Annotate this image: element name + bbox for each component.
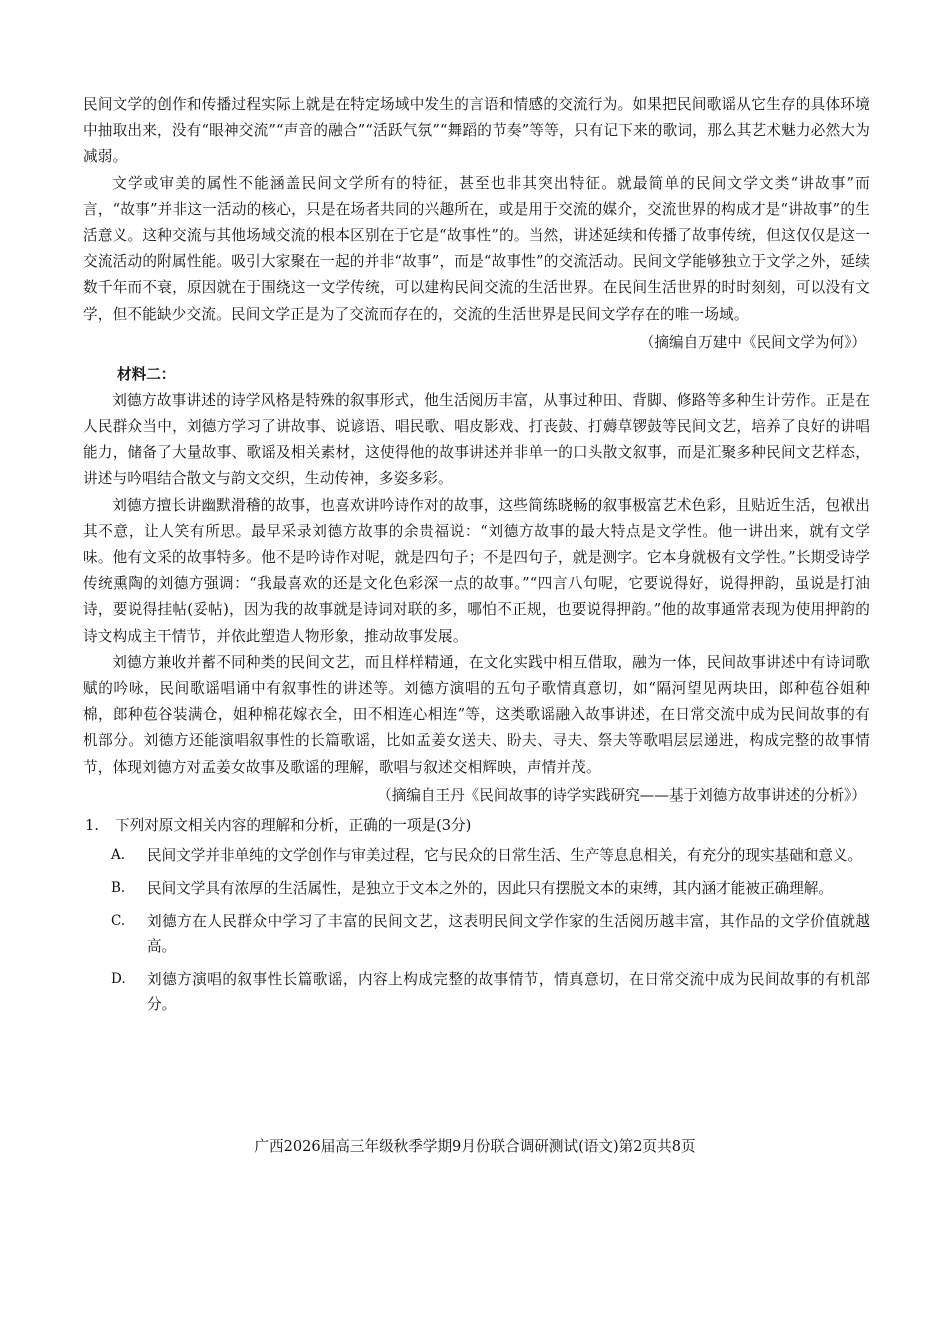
material-one	[83, 92, 870, 356]
material-two-heading: 材料二：	[117, 365, 176, 383]
option-b-label: B.	[111, 879, 126, 896]
material-one-source: （摘编自万建中《民间文学为何》）	[639, 333, 866, 351]
question-1	[83, 813, 870, 1017]
material-one-paragraph-1: 民间文学的创作和传播过程实际上就是在特定场域中发生的言语和情感的交流行为。如果把民间歌谣从它生存的具体环境中抽取出来，没有“眼神交流”“声音的融合”“活跃气氛”“舞蹈的节奏”等等，只有记下来的歌词，那么其艺术魅力必然大为减弱。	[83, 96, 870, 166]
material-two-paragraph-3: 刘德方兼收并蓄不同种类的民间文艺，而且样样精通，在文化实践中相互借取，融为一体，民间故事讲述中有诗词歌赋的吟咏，民间歌谣唱诵中有叙事性的讲述等。刘德方演唱的五句子歌情真意切，如“隔河望见两块田，郎种苞谷姐种棉，郎种苞谷装满仓，姐种棉花嫁衣全，田不相连心相连”等，这类歌谣融入故事讲述，在日常交流中成为民间故事的有机部分。刘德方还能演唱叙事性的长篇歌谣，比如孟姜女送夫、盼夫、寻夫、祭夫等歌唱层层递进，构成完整的故事情节，体现刘德方对孟姜女故事及歌谣的理解，歌唱与叙述交相辉映，声情并茂。	[83, 653, 870, 776]
option-d	[109, 967, 870, 1017]
option-b-text: 民间文学具有浓厚的生活属性，是独立于文本之外的，因此只有摆脱文本的束缚，其内涵才能被正确理解。	[147, 879, 833, 897]
option-d-text: 刘德方演唱的叙事性长篇歌谣，内容上构成完整的故事情节，情真意切，在日常交流中成为民间故事的有机部分。	[147, 970, 870, 1013]
option-a-label: A.	[111, 846, 126, 863]
option-c-text: 刘德方在人民群众中学习了丰富的民间文艺，这表明民间文学作家的生活阅历越丰富，其作品的文学价值就越高。	[147, 912, 870, 955]
material-one-paragraph-2: 文学或审美的属性不能涵盖民间文学所有的特征，甚至也非其突出特征。就最简单的民间文学文类“讲故事”而言，“故事”并非这一活动的核心，只是在场者共同的兴趣所在，或是用于交流的媒介，交流世界的构成才是“讲故事”的生活意义。这种交流与其他场域交流的根本区别在于它是“故事性”的。当然，讲述延续和传播了故事传统，但这仅仅是这一交流活动的附属性能。吸引大家聚在一起的并非“故事”，而是“故事性”的交流活动。民间文学能够独立于文学之外，延续数千年而不衰，原因就在于围绕这一文学传统，可以建构民间交流的生活世界。在民间生活世界的时时刻刻，可以没有文学，但不能缺少交流。民间文学正是为了交流而存在的，交流的生活世界是民间文学存在的唯一场域。	[83, 174, 870, 323]
question-options	[109, 843, 870, 1017]
material-two-source: （摘编自王丹《民间故事的诗学实践研究——基于刘德方故事讲述的分析》）	[377, 786, 866, 804]
material-two-paragraph-1: 刘德方故事讲述的诗学风格是特殊的叙事形式，他生活阅历丰富，从事过种田、背脚、修路等多种生计劳作。正是在人民群众当中，刘德方学习了讲故事、说谚语、唱民歌、唱皮影戏、打丧鼓、打薅草锣鼓等民间文艺，培养了良好的讲唱能力，储备了大量故事、歌谣及相关素材，这使得他的故事讲述并非单一的口头散文叙事，而是汇聚多种民间文艺样态，讲述与吟唱结合散文与韵文交织，生动传神，多姿多彩。	[83, 391, 870, 488]
question-number: 1.	[85, 816, 99, 834]
option-b	[109, 876, 870, 901]
question-stem	[83, 813, 870, 839]
material-two-paragraph-2: 刘德方擅长讲幽默滑稽的故事，也喜欢讲吟诗作对的故事，这些简练晓畅的叙事极富艺术色彩，且贴近生活，包袱出其不意，让人笑有所思。最早采录刘德方故事的余贵福说：“刘德方故事的最大特点是文学性。他一讲出来，就有文学味。他有文采的故事特多。他不是吟诗作对呢，就是四句子；不是四句子，就是测字。它本身就极有文学性。”长期受诗学传统熏陶的刘德方强调：“我最喜欢的还是文化色彩深一点的故事。”“四言八句呢，它要说得好，说得押韵，虽说是打油诗，要说得挂帖(妥帖)，因为我的故事就是诗词对联的多，哪怕不正规，也要说得押韵。”他的故事通常表现为使用押韵的诗文构成主干情节，并依此塑造人物形象，推动故事发展。	[83, 496, 870, 645]
option-a-text: 民间文学并非单纯的文学创作与审美过程，它与民众的日常生活、生产等息息相关，有充分的现实基础和意义。	[147, 846, 863, 864]
material-two	[83, 362, 870, 809]
question-text: 下列对原文相关内容的理解和分析，正确的一项是(3分)	[115, 816, 472, 834]
option-c-label: C.	[111, 912, 126, 929]
option-a	[109, 843, 870, 868]
page-content	[83, 92, 870, 1025]
option-d-label: D.	[111, 970, 126, 987]
option-c	[109, 909, 870, 959]
page-footer: 广西2026届高三年级秋季学期9月份联合调研测试(语文)第2页共8页	[254, 1138, 696, 1155]
